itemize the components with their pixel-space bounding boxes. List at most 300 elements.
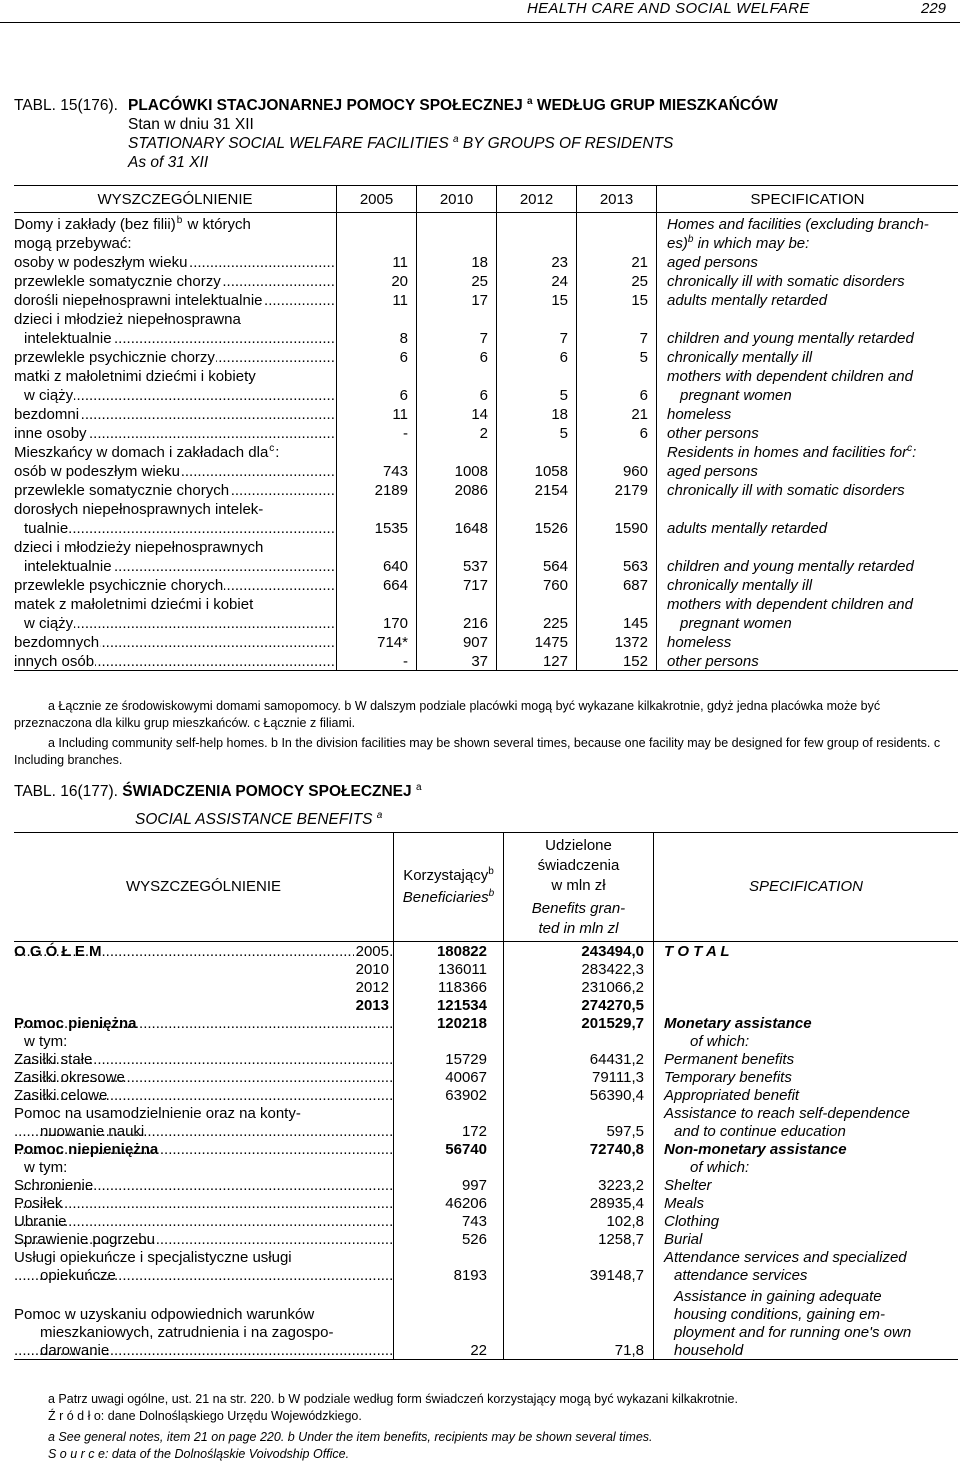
row-label: [14, 978, 394, 996]
table-row: [14, 594, 958, 613]
cell-beneficiaries: 136011: [394, 960, 504, 978]
cell-granted: 28935,4: [504, 1194, 654, 1212]
row-spec: mothers with dependent children and: [657, 366, 959, 385]
table2-footnote-pl: a Patrz uwagi ogólne, ust. 21 na str. 220. b W podziale według form świadczeń korzystający mogą być wykazani kilkakrotnie.: [48, 1392, 738, 1406]
table-row: [14, 978, 958, 996]
running-title: HEALTH CARE AND SOCIAL WELFARE: [527, 0, 810, 17]
cell-value: [337, 499, 417, 518]
table1-title-en-rest: BY GROUPS OF RESIDENTS: [462, 135, 674, 152]
table2-footnotes: [14, 1391, 950, 1463]
cell-value: [577, 537, 657, 556]
cell-value: 2154: [497, 480, 577, 499]
cell-granted: 79111,3: [504, 1068, 654, 1086]
col-header: 2010: [417, 186, 497, 213]
cell-value: 20: [337, 271, 417, 290]
cell-value: 6: [417, 347, 497, 366]
row-label: intelektualnie .....: [14, 328, 337, 347]
row-label: matek z małoletnimi dziećmi i kobiet: [14, 596, 254, 613]
cell-beneficiaries: 120218: [394, 1014, 504, 1032]
header-rule: [0, 22, 960, 23]
cell-value: 1648: [417, 518, 497, 537]
cell-beneficiaries: 997: [394, 1176, 504, 1194]
cell-value: 1058: [497, 461, 577, 480]
cell-value: 563: [577, 556, 657, 575]
table-row: [14, 651, 958, 671]
cell-value: 18: [497, 404, 577, 423]
cell-value: 1590: [577, 518, 657, 537]
cell-beneficiaries: [394, 1032, 504, 1050]
table1-title-pl: PLACÓWKI STACJONARNEJ POMOCY SPOŁECZNEJ: [128, 97, 523, 114]
cell-value: 225: [497, 613, 577, 632]
cell-value: 960: [577, 461, 657, 480]
cell-granted: 102,8: [504, 1212, 654, 1230]
row-spec: chronically mentally ill: [657, 575, 959, 594]
table1: [14, 185, 958, 671]
row-spec: Temporary benefits: [654, 1068, 959, 1086]
row-label: Pomoc w uzyskaniu odpowiednich warunków: [14, 1306, 315, 1323]
row-label: Usługi opiekuńcze i specjalistyczne usługi: [14, 1249, 292, 1266]
row-spec: [654, 996, 959, 1014]
table-row: [14, 347, 958, 366]
row-spec: attendance services: [654, 1266, 959, 1284]
table1-footnote-pl: a Łącznie ze środowiskowymi domami samopomocy. b W dalszym podziale placówki mogą być wykazane kilkakrotnie, gdyż jedna placówka może być przeznaczona dla kilku grup mieszkańców. c Łącznie z filiami.: [14, 699, 881, 730]
cell-value: 170: [337, 613, 417, 632]
page-number: 229: [921, 0, 947, 17]
row-spec: ployment and for running one's own: [654, 1323, 959, 1341]
cell-value: [497, 537, 577, 556]
table-row: [14, 271, 958, 290]
row-label: [14, 1284, 394, 1305]
row-spec: aged persons: [657, 461, 959, 480]
footnote-mark: c: [269, 443, 275, 454]
row-spec: Permanent benefits: [654, 1050, 959, 1068]
table-row: [14, 309, 958, 328]
row-spec: [657, 309, 959, 328]
cell-value: 6: [577, 385, 657, 404]
table-row: [14, 1032, 958, 1050]
cell-value: 25: [577, 271, 657, 290]
table-row: [14, 1104, 958, 1122]
table-row: [14, 1248, 958, 1266]
cell-value: 21: [577, 252, 657, 271]
year: 2012: [355, 979, 389, 996]
row-spec: pregnant women: [657, 385, 959, 404]
cell-value: 2086: [417, 480, 497, 499]
row-label: Schronienie .....: [14, 1176, 394, 1194]
col-header-granted: Udzielone świadczenia w mln zł Benefits gran- ted in mln zl: [504, 833, 654, 942]
table-row: [14, 1140, 958, 1158]
row-label: w ciąży .....: [14, 613, 337, 632]
cell-value: 1372: [577, 632, 657, 651]
cell-granted: 3223,2: [504, 1176, 654, 1194]
row-spec: [654, 960, 959, 978]
cell-value: 127: [497, 651, 577, 671]
row-label: w tym:: [24, 1159, 68, 1176]
cell-value: [577, 499, 657, 518]
footnote-mark: b: [176, 215, 183, 226]
cell-value: [337, 309, 417, 328]
row-spec: Attendance services and specialized: [654, 1248, 959, 1266]
row-spec: T O T A L: [654, 942, 959, 961]
cell-granted: 597,5: [504, 1122, 654, 1140]
table-row: [14, 328, 958, 347]
cell-beneficiaries: 172: [394, 1122, 504, 1140]
footnote-mark: b: [687, 234, 694, 245]
cell-value: 2179: [577, 480, 657, 499]
table-row: [14, 1266, 958, 1284]
cell-value: [417, 499, 497, 518]
row-label: Pomoc pieniężna .....: [14, 1014, 394, 1032]
cell-value: [417, 309, 497, 328]
table1-title: [14, 96, 778, 172]
cell-value: 152: [577, 651, 657, 671]
cell-granted: [504, 1305, 654, 1323]
cell-granted: 56390,4: [504, 1086, 654, 1104]
cell-value: [497, 442, 577, 461]
row-label: mieszkaniowych, zatrudnienia i na zagospo-: [40, 1324, 334, 1341]
cell-value: [417, 233, 497, 252]
footnote-mark: a: [415, 782, 422, 793]
row-spec: Meals: [654, 1194, 959, 1212]
row-label: przewlekle somatycznie chorych .....: [14, 480, 337, 499]
cell-granted: 39148,7: [504, 1266, 654, 1284]
table2: [14, 832, 958, 1360]
cell-value: 760: [497, 575, 577, 594]
row-label: mogą przebywać:: [14, 235, 132, 252]
table2-source-en: S o u r c e: data of the Dolnośląskie Voivodship Office.: [48, 1447, 350, 1461]
table-row: [14, 404, 958, 423]
table-row: [14, 461, 958, 480]
row-label: inne osoby .....: [14, 423, 337, 442]
table2-source-pl: Ź r ó d ł o: dane Dolnośląskiego Urzędu Wojewódzkiego.: [48, 1409, 362, 1423]
row-spec: household: [654, 1341, 959, 1360]
cell-value: [337, 594, 417, 613]
row-spec: [657, 499, 959, 518]
table1-title-en: STATIONARY SOCIAL WELFARE FACILITIES: [128, 135, 449, 152]
table1-footnote-en: a Including community self-help homes. b In the division facilities may be shown several times, because one facility may be designed for few group of residents. c Including branches.: [14, 736, 941, 767]
cell-value: [577, 309, 657, 328]
table-row: [14, 1341, 958, 1360]
cell-value: 1008: [417, 461, 497, 480]
cell-value: 37: [417, 651, 497, 671]
cell-value: 7: [497, 328, 577, 347]
cell-granted: [504, 1323, 654, 1341]
table-row: [14, 252, 958, 271]
row-label: bezdomni .....: [14, 404, 337, 423]
footnote-mark: c: [907, 443, 913, 454]
table1-date-pl: Stan w dniu 31 XII: [128, 116, 254, 133]
cell-value: 15: [577, 290, 657, 309]
year: 2013: [355, 997, 389, 1014]
row-label: innych osób .....: [14, 651, 337, 671]
col-header: SPECIFICATION: [657, 186, 959, 213]
table-row: [14, 537, 958, 556]
cell-beneficiaries: [394, 1323, 504, 1341]
table-row: [14, 1212, 958, 1230]
row-spec: and to continue education: [654, 1122, 959, 1140]
cell-beneficiaries: 526: [394, 1230, 504, 1248]
row-spec: of which:: [654, 1032, 959, 1050]
table-row: [14, 480, 958, 499]
cell-granted: 64431,2: [504, 1050, 654, 1068]
table-row: [14, 518, 958, 537]
row-spec: of which:: [654, 1158, 959, 1176]
row-label: osoby w podeszłym wieku .....: [14, 252, 337, 271]
table1-number: TABL. 15(176).: [14, 97, 118, 114]
cell-value: [337, 366, 417, 385]
cell-value: [577, 233, 657, 252]
table-row: [14, 996, 958, 1014]
cell-value: 907: [417, 632, 497, 651]
table2-header-row: [14, 833, 958, 942]
table-row: [14, 1122, 958, 1140]
cell-granted: [504, 1158, 654, 1176]
cell-granted: 201529,7: [504, 1014, 654, 1032]
cell-value: 6: [417, 385, 497, 404]
cell-beneficiaries: 46206: [394, 1194, 504, 1212]
cell-value: 11: [337, 404, 417, 423]
col-header: WYSZCZEGÓLNIENIE: [14, 186, 337, 213]
col-header-beneficiaries: Korzystający$^b$ Beneficiaries$^b$: [394, 833, 504, 942]
table2-number: TABL. 16(177).: [14, 783, 118, 800]
cell-value: [497, 233, 577, 252]
table-row: [14, 1050, 958, 1068]
row-label: Zasiłki celowe .....: [14, 1086, 394, 1104]
table-row: [14, 423, 958, 442]
table2-footnote-en: a See general notes, item 21 on page 220. b Under the item benefits, recipients may be shown several times.: [48, 1430, 653, 1444]
table-row: [14, 942, 958, 961]
cell-value: -: [337, 651, 417, 671]
row-spec: Assistance in gaining adequate: [654, 1284, 959, 1305]
year: 2010: [355, 961, 389, 978]
cell-value: 714*: [337, 632, 417, 651]
page-header: [0, 0, 960, 24]
footnote-mark: a: [453, 134, 459, 145]
table-row: [14, 290, 958, 309]
cell-beneficiaries: 8193: [394, 1266, 504, 1284]
cell-granted: 231066,2: [504, 978, 654, 996]
row-spec: Appropriated benefit: [654, 1086, 959, 1104]
cell-value: 1535: [337, 518, 417, 537]
col-header: 2012: [497, 186, 577, 213]
table-row: [14, 366, 958, 385]
cell-value: 5: [497, 385, 577, 404]
cell-granted: [504, 1284, 654, 1305]
table1-footnotes: [14, 698, 950, 769]
cell-granted: 274270,5: [504, 996, 654, 1014]
row-label: O G Ó Ł E M 2005 .....: [14, 942, 394, 961]
table-row: [14, 1323, 958, 1341]
row-label: dzieci i młodzież niepełnosprawna: [14, 311, 241, 328]
cell-granted: [504, 1032, 654, 1050]
table-row: [14, 1176, 958, 1194]
table-row: [14, 575, 958, 594]
row-spec: Monetary assistance: [654, 1014, 959, 1032]
cell-beneficiaries: 180822: [394, 942, 504, 961]
row-spec: children and young mentally retarded: [657, 328, 959, 347]
cell-value: 6: [337, 347, 417, 366]
row-spec: [657, 537, 959, 556]
row-spec: es)$^b$ in which may be:: [657, 233, 959, 252]
cell-value: [337, 213, 417, 234]
cell-value: 5: [577, 347, 657, 366]
cell-value: [417, 594, 497, 613]
row-spec: chronically ill with somatic disorders: [657, 271, 959, 290]
cell-value: 687: [577, 575, 657, 594]
table-row: [14, 1194, 958, 1212]
cell-beneficiaries: 40067: [394, 1068, 504, 1086]
row-spec: Homes and facilities (excluding branch-: [657, 213, 959, 234]
row-label: Zasiłki stałe .....: [14, 1050, 394, 1068]
row-label: bezdomnych .....: [14, 632, 337, 651]
row-spec: chronically ill with somatic disorders: [657, 480, 959, 499]
table-row: [14, 1158, 958, 1176]
table-row: [14, 1230, 958, 1248]
cell-value: 1475: [497, 632, 577, 651]
cell-value: [497, 594, 577, 613]
row-spec: Assistance to reach self-dependence: [654, 1104, 959, 1122]
row-spec: [654, 978, 959, 996]
cell-granted: 1258,7: [504, 1230, 654, 1248]
row-spec: children and young mentally retarded: [657, 556, 959, 575]
cell-value: [337, 442, 417, 461]
row-label: Sprawienie pogrzebu .....: [14, 1230, 394, 1248]
row-spec: Clothing: [654, 1212, 959, 1230]
cell-value: 11: [337, 290, 417, 309]
cell-value: 14: [417, 404, 497, 423]
row-label: Zasiłki okresowe .....: [14, 1068, 394, 1086]
row-label: nuowanie nauki .....: [14, 1122, 394, 1140]
col-header: 2013: [577, 186, 657, 213]
cell-value: [577, 213, 657, 234]
table-row: [14, 1014, 958, 1032]
col-header-spec-pl: WYSZCZEGÓLNIENIE: [14, 833, 394, 942]
table2-title-en: SOCIAL ASSISTANCE BENEFITS: [135, 811, 373, 828]
row-label: Domy i zakłady (bez filii)$^b$ w których: [14, 215, 251, 233]
row-label: przewlekle somatycznie chorzy .....: [14, 271, 337, 290]
row-label: Posiłek .....: [14, 1194, 394, 1212]
table-row: [14, 1068, 958, 1086]
row-label: Pomoc niepieniężna .....: [14, 1140, 394, 1158]
cell-value: 6: [497, 347, 577, 366]
row-label: tualnie .....: [14, 518, 337, 537]
cell-granted: 243494,0: [504, 942, 654, 961]
row-label: matki z małoletnimi dziećmi i kobiety: [14, 368, 256, 385]
table2-title: [14, 782, 422, 828]
cell-value: [417, 442, 497, 461]
row-label: Pomoc na usamodzielnienie oraz na konty-: [14, 1105, 301, 1122]
table-row: [14, 556, 958, 575]
cell-beneficiaries: [394, 1248, 504, 1266]
row-spec: Non-monetary assistance: [654, 1140, 959, 1158]
cell-value: 23: [497, 252, 577, 271]
cell-beneficiaries: 63902: [394, 1086, 504, 1104]
row-spec: adults mentally retarded: [657, 518, 959, 537]
row-spec: adults mentally retarded: [657, 290, 959, 309]
table-row: [14, 213, 958, 234]
row-label: [14, 960, 394, 978]
row-spec: homeless: [657, 404, 959, 423]
row-label: intelektualnie .....: [14, 556, 337, 575]
row-label: w tym:: [24, 1033, 68, 1050]
cell-value: 24: [497, 271, 577, 290]
cell-value: 564: [497, 556, 577, 575]
cell-value: [417, 537, 497, 556]
row-spec: homeless: [657, 632, 959, 651]
cell-granted: [504, 1248, 654, 1266]
table-row: [14, 613, 958, 632]
table-row: [14, 442, 958, 461]
cell-granted: 283422,3: [504, 960, 654, 978]
cell-granted: 72740,8: [504, 1140, 654, 1158]
cell-value: 6: [577, 423, 657, 442]
table-row: [14, 1086, 958, 1104]
cell-value: 216: [417, 613, 497, 632]
table-row: [14, 1305, 958, 1323]
row-label: osób w podeszłym wieku .....: [14, 461, 337, 480]
cell-value: 743: [337, 461, 417, 480]
table1-date-en: As of 31 XII: [128, 154, 209, 171]
cell-value: [497, 213, 577, 234]
cell-value: [497, 309, 577, 328]
cell-beneficiaries: 121534: [394, 996, 504, 1014]
cell-beneficiaries: 56740: [394, 1140, 504, 1158]
cell-beneficiaries: 22: [394, 1341, 504, 1360]
cell-value: 537: [417, 556, 497, 575]
footnote-mark: a: [527, 96, 533, 107]
cell-value: -: [337, 423, 417, 442]
cell-beneficiaries: [394, 1305, 504, 1323]
row-spec: chronically mentally ill: [657, 347, 959, 366]
cell-value: 7: [417, 328, 497, 347]
cell-value: [497, 499, 577, 518]
row-spec: Residents in homes and facilities for$^c$:: [657, 442, 959, 461]
row-label: dorosłych niepełnosprawnych intelek-: [14, 501, 264, 518]
table1-header-row: [14, 186, 958, 213]
row-spec: mothers with dependent children and: [657, 594, 959, 613]
cell-value: 2: [417, 423, 497, 442]
footnote-mark: a: [376, 810, 383, 821]
cell-value: 5: [497, 423, 577, 442]
row-label: darowanie .....: [14, 1341, 394, 1360]
table-row: [14, 960, 958, 978]
cell-beneficiaries: [394, 1158, 504, 1176]
cell-value: [337, 537, 417, 556]
row-label: przewlekle psychicznie chorzy .....: [14, 347, 337, 366]
table1-title-pl-rest: WEDŁUG GRUP MIESZKAŃCÓW: [536, 97, 778, 114]
row-spec: Shelter: [654, 1176, 959, 1194]
row-label: w ciąży .....: [14, 385, 337, 404]
cell-value: 18: [417, 252, 497, 271]
row-spec: other persons: [657, 651, 959, 671]
cell-granted: [504, 1104, 654, 1122]
row-label: przewlekle psychicznie chorych .....: [14, 575, 337, 594]
cell-value: 664: [337, 575, 417, 594]
row-label: Ubranie .....: [14, 1212, 394, 1230]
cell-value: 11: [337, 252, 417, 271]
cell-value: [417, 213, 497, 234]
row-spec: aged persons: [657, 252, 959, 271]
cell-value: [577, 594, 657, 613]
cell-value: 6: [337, 385, 417, 404]
cell-beneficiaries: [394, 1104, 504, 1122]
row-spec: housing conditions, gaining em-: [654, 1305, 959, 1323]
table-row: [14, 233, 958, 252]
row-label: dzieci i młodzieży niepełnosprawnych: [14, 539, 264, 556]
cell-value: 25: [417, 271, 497, 290]
row-label: Mieszkańcy w domach i zakładach dla$^c$:: [14, 443, 280, 461]
cell-beneficiaries: 118366: [394, 978, 504, 996]
